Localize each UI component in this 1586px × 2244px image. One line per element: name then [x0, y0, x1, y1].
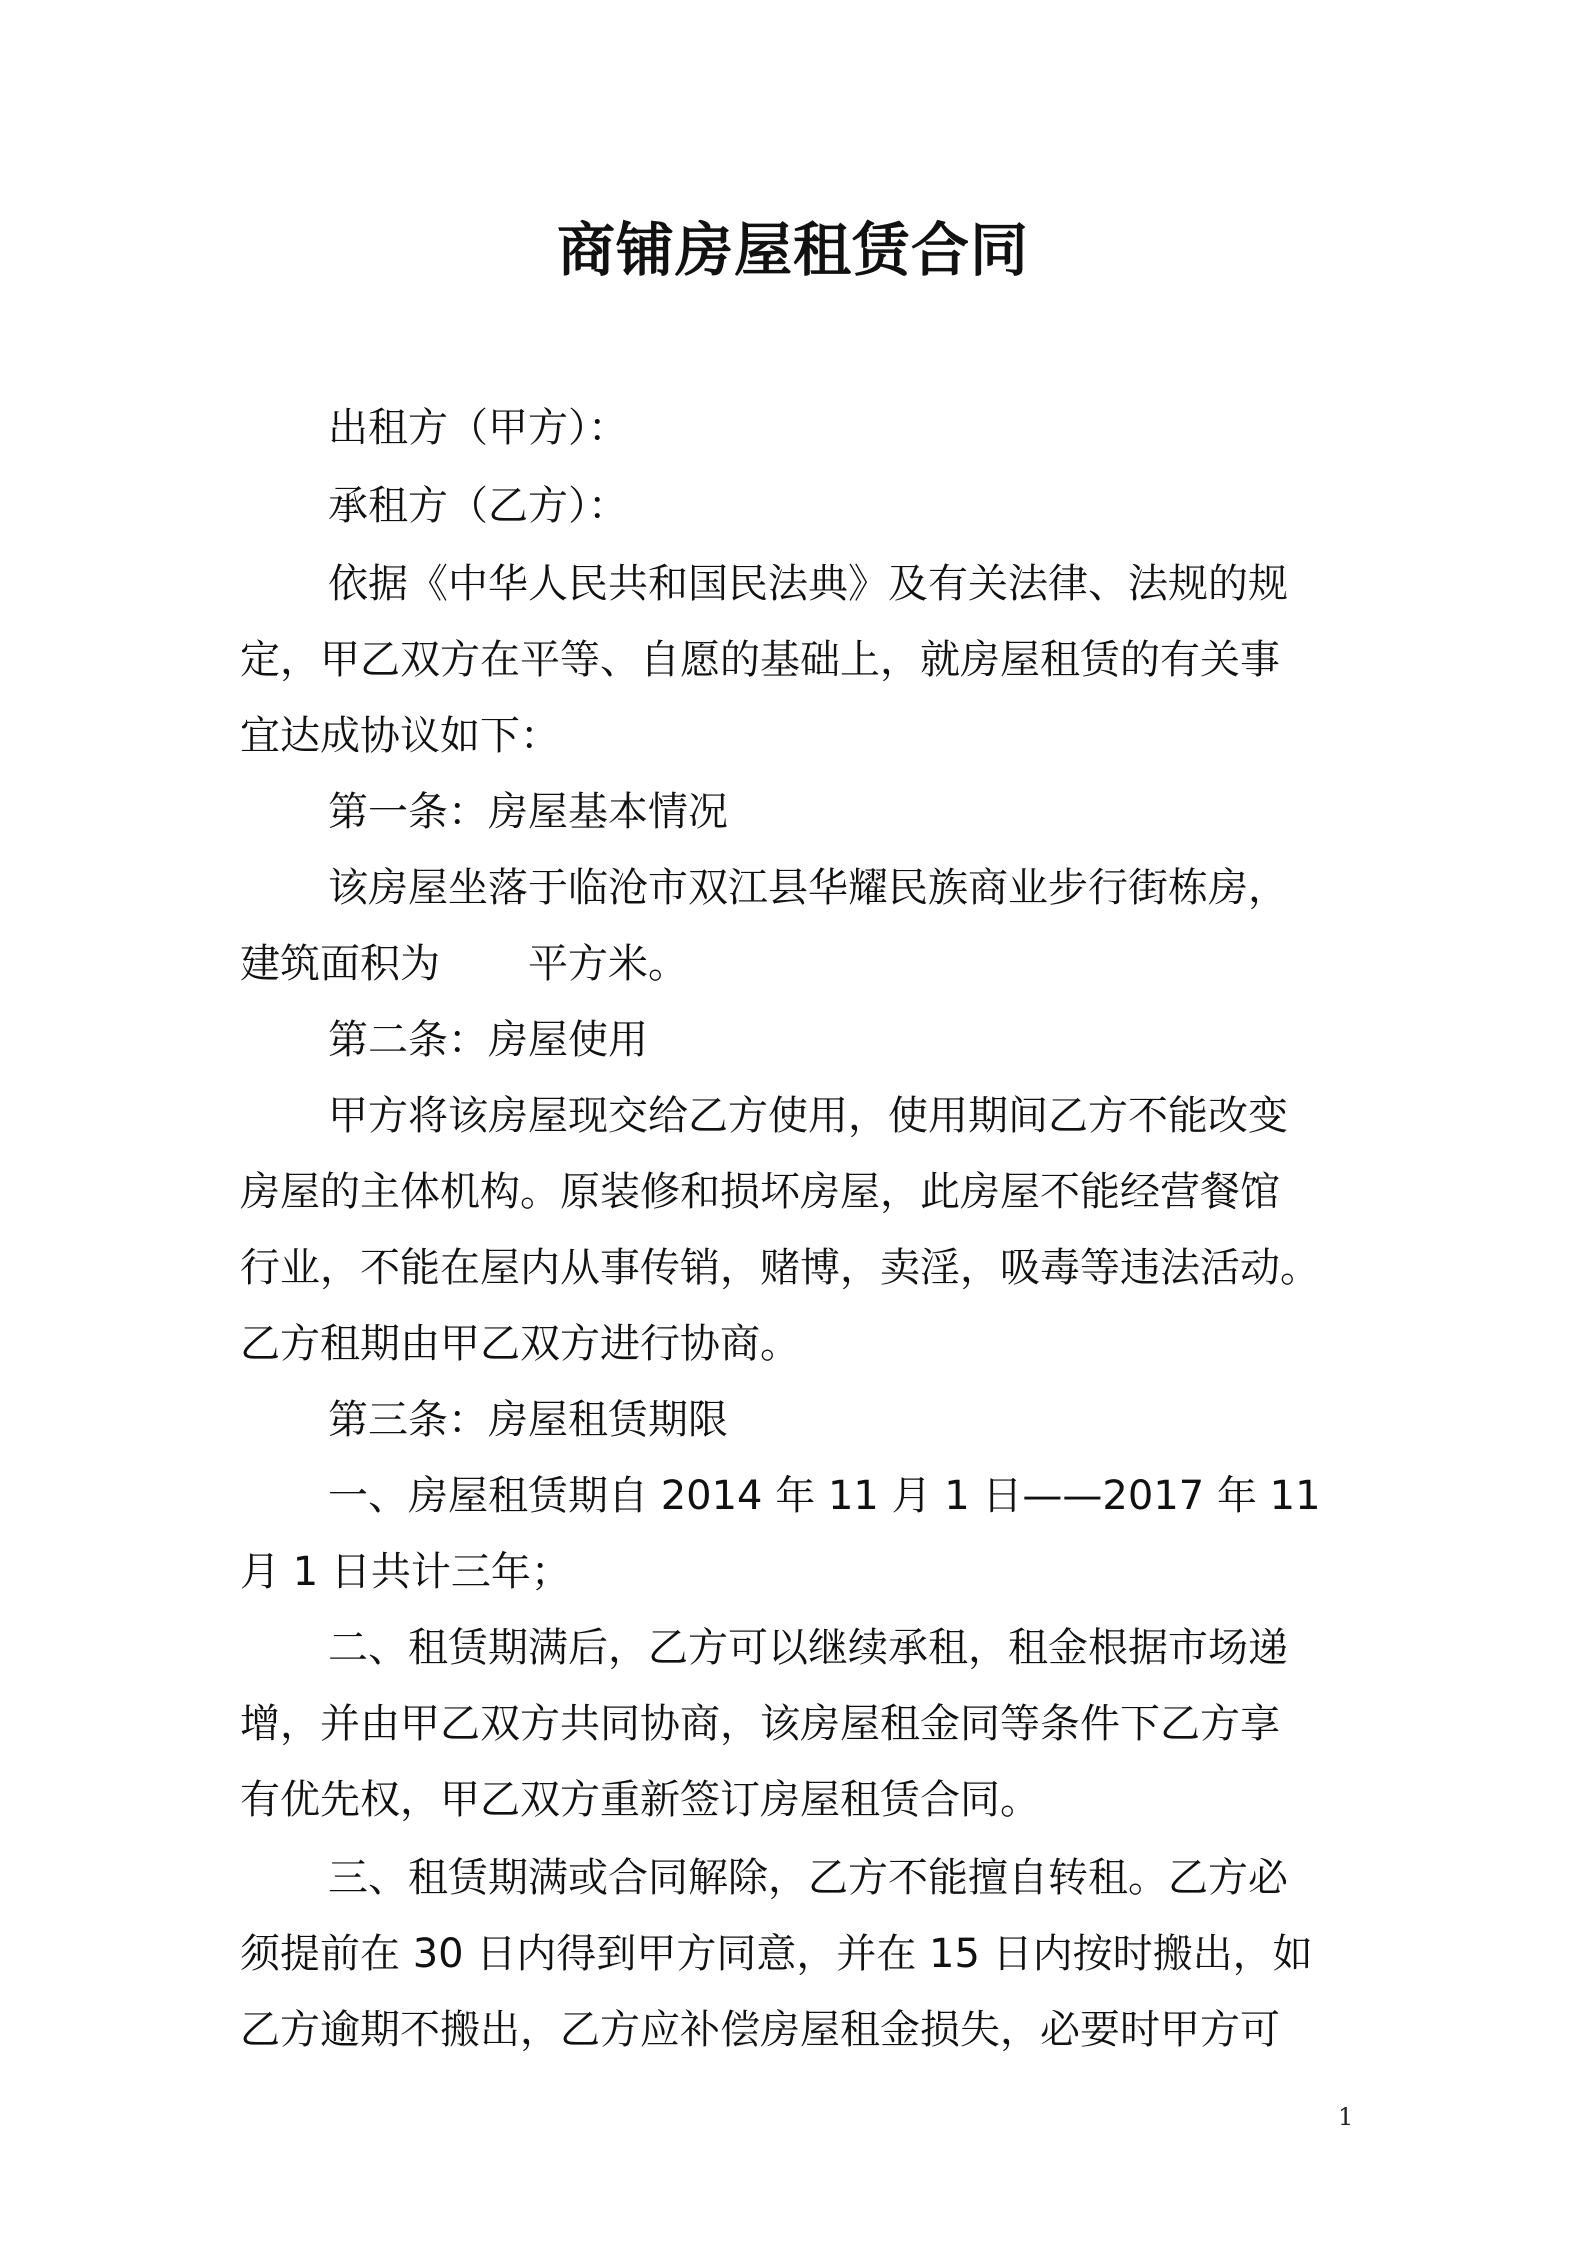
article-1-area-line	[240, 938, 688, 990]
article-3-item-2-line: 有优先权，甲乙双方重新签订房屋租赁合同。	[240, 1777, 1040, 1823]
area-unit: 平方米。	[528, 941, 688, 987]
article-3-item-3-line: 三、租赁期满或合同解除，乙方不能擅自转租。乙方必	[328, 1855, 1288, 1901]
document-title: 商铺房屋租赁合同	[556, 216, 1029, 284]
article-3-item-1-line: 一、房屋租赁期自 2014 年 11 月 1 日——2017 年 11	[328, 1473, 1321, 1519]
article-2-line: 行业，不能在屋内从事传销，赌博，卖淫，吸毒等违法活动。	[240, 1245, 1320, 1291]
article-3-item-3-line: 须提前在 30 日内得到甲方同意，并在 15 日内按时搬出，如	[240, 1931, 1313, 1977]
lessor-label: 出租方（甲方）：	[328, 405, 628, 451]
article-3-item-2-line: 增，并由甲乙双方共同协商，该房屋租金同等条件下乙方享	[240, 1701, 1280, 1747]
article-2-heading: 第二条：房屋使用	[328, 1017, 648, 1063]
article-1-line: 该房屋坐落于临沧市双江县华耀民族商业步行街栋房，	[328, 865, 1288, 911]
preamble-line: 依据《中华人民共和国民法典》及有关法律、法规的规	[328, 561, 1288, 607]
article-3-item-1-line: 月 1 日共计三年；	[240, 1549, 571, 1595]
preamble-line: 宜达成协议如下：	[240, 713, 560, 759]
preamble-line: 定，甲乙双方在平等、自愿的基础上，就房屋租赁的有关事	[240, 637, 1280, 683]
article-2-line: 乙方租期由甲乙双方进行协商。	[240, 1321, 800, 1367]
article-1-heading: 第一条：房屋基本情况	[328, 789, 728, 835]
article-2-line: 房屋的主体机构。原装修和损坏房屋，此房屋不能经营餐馆	[240, 1169, 1280, 1215]
area-label: 建筑面积为	[240, 941, 440, 987]
page-number: 1	[1338, 2103, 1354, 2131]
article-3-item-2-line: 二、租赁期满后，乙方可以继续承租，租金根据市场递	[328, 1625, 1288, 1671]
article-3-heading: 第三条：房屋租赁期限	[328, 1397, 728, 1443]
article-3-item-3-line: 乙方逾期不搬出，乙方应补偿房屋租金损失，必要时甲方可	[240, 2007, 1280, 2053]
lessee-label: 承租方（乙方）：	[328, 483, 628, 529]
article-2-line: 甲方将该房屋现交给乙方使用，使用期间乙方不能改变	[328, 1093, 1288, 1139]
